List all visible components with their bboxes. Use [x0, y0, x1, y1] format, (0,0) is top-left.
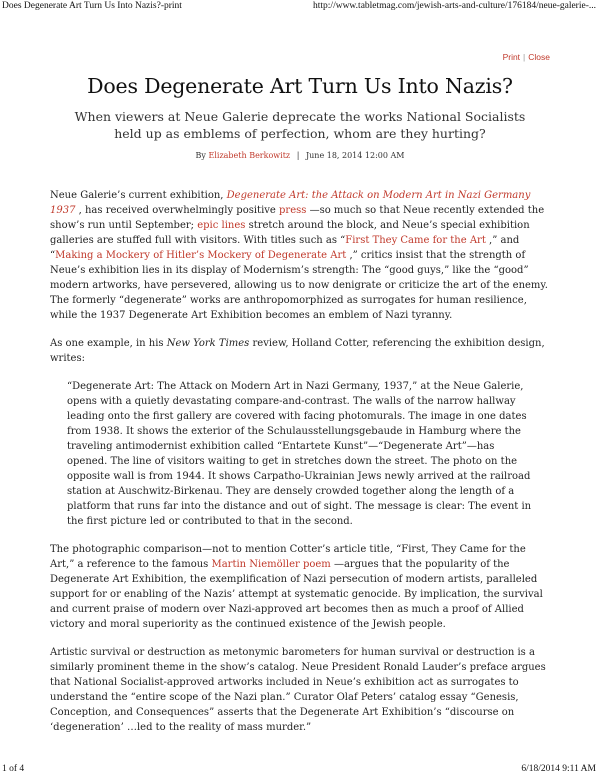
paragraph-1-text-2: , has received overwhelmingly positive [75, 205, 280, 216]
paragraph-1-text-4: stretch around the block, and Neue’s special exhibition galleries are stuffed full with visitors. With titles such as “ [50, 220, 530, 246]
paragraph-3-text-2: —argues that the popularity of the Degenerate Art Exhibition, the exemplification of Nazi persecution of modern artists, paralleled support for or enabling of the Nazis’ attempt at systematic genocide. By implication, the survival and current praise of modern over Nazi-approved art becomes then as much a proof of Allied victory and moral superiority as the continued existence of the Jewish people. [50, 559, 543, 630]
paragraph-1-text-3: —so much so that Neue recently extended the show’s run until September; [50, 205, 545, 231]
niemoller-poem-link[interactable]: Martin Niemöller poem [211, 559, 331, 570]
paragraph-2 [50, 336, 550, 366]
author-link[interactable]: Elizabeth Berkowitz [208, 151, 291, 160]
actions-separator: | [523, 52, 526, 62]
print-link[interactable]: Print [502, 52, 521, 62]
print-footer [0, 762, 600, 776]
paragraph-1-text-5: ,” and “ [50, 235, 520, 261]
article [50, 74, 550, 748]
cotter-quote: “Degenerate Art: The Attack on Modern Art in Nazi Germany, 1937,” at the Neue Galerie, opens with a quietly devastating compare-and-contrast. The walls of the narrow hallway leading onto the first gallery are covered with facing photomurals. The image in one dates from 1938. It shows the exterior of the Schulausstellungsgebaude in Hamburg where the traveling antimodernist exhibition called “Entartete Kunst”—“Degenerate Art”—has opened. The line of visitors waiting to get in stretches down the street. The photo on the opposite wall is from 1944. It shows Carpatho-Ukrainian Jews newly arrived at the railroad station at Auschwitz-Birkenau. They are densely crowded together along the length of a platform that runs far into the distance and out of sight. The message is clear: The event in the first picture led or contributed to that in the second. [67, 381, 532, 527]
paragraph-1-text-1: Neue Galerie’s current exhibition, [50, 190, 227, 201]
mockery-link[interactable]: Making a Mockery of Hitler’s Mockery of Degenerate Art [55, 250, 347, 261]
exhibition-link[interactable]: Degenerate Art: the Attack on Modern Art in Nazi Germany 1937 [50, 190, 531, 216]
byline-separator: | [296, 151, 300, 160]
page-count: 1 of 4 [2, 764, 25, 774]
article-subtitle: When viewers at Neue Galerie deprecate the works National Socialists held up as emblems of perfection, whom are they hurting? [74, 109, 526, 141]
print-header [0, 0, 600, 14]
article-actions [503, 52, 550, 62]
epic-lines-link[interactable]: epic lines [197, 220, 246, 231]
paragraph-1-text-6: ,” critics insist that the strength of Neue’s exhibition lies in its display of Modernism’s strength: The “good guys,” like the “good” modern artworks, have persevered, allowing us to now denigrate or criticize the art of the enemy. The formerly “degenerate” works are anthropomorphized as surrogates for human resilience, while the 1937 Degenerate Art Exhibition becomes an emblem of Nazi tyranny. [50, 250, 548, 321]
press-link[interactable]: press [279, 205, 307, 216]
article-title: Does Degenerate Art Turn Us Into Nazis? [87, 74, 513, 98]
print-page-title: Does Degenerate Art Turn Us Into Nazis?-print [2, 1, 182, 11]
publish-date: June 18, 2014 12:00 AM [305, 151, 405, 160]
paragraph-3 [50, 542, 550, 632]
paragraph-3-text-1: The photographic comparison—not to mention Cotter’s article title, “First, They Came for the Art,” a reference to the famous [50, 544, 526, 570]
paragraph-4: Artistic survival or destruction as metonymic barometers for human survival or destruction is a similarly prominent theme in the show’s catalog. Neue President Ronald Lauder’s preface argues that National Socialist-approved artworks included in Neue’s exhibition act as surrogates to understand the “entire scope of the Nazi plan.” Curator Olaf Peters’ catalog essay “Genesis, Conception, and Consequences” asserts that the Degenerate Art Exhibition’s “discourse on ‘degeneration’ …led to the reality of mass murder.” [50, 647, 546, 733]
paragraph-1 [50, 188, 550, 323]
print-page-url: http://www.tabletmag.com/jewish-arts-and-culture/176184/neue-galerie-... [313, 1, 596, 11]
article-body [50, 188, 550, 735]
paragraph-2-text-1: As one example, in his [50, 338, 167, 349]
nyt-title: New York Times [166, 338, 250, 349]
paragraph-2-text-2: review, Holland Cotter, referencing the exhibition design, writes: [50, 338, 545, 364]
close-link[interactable]: Close [528, 52, 550, 62]
print-datetime: 6/18/2014 9:11 AM [521, 764, 596, 774]
first-they-came-link[interactable]: First They Came for the Art [345, 235, 486, 246]
byline-prefix: By [195, 151, 206, 160]
byline [50, 151, 550, 160]
